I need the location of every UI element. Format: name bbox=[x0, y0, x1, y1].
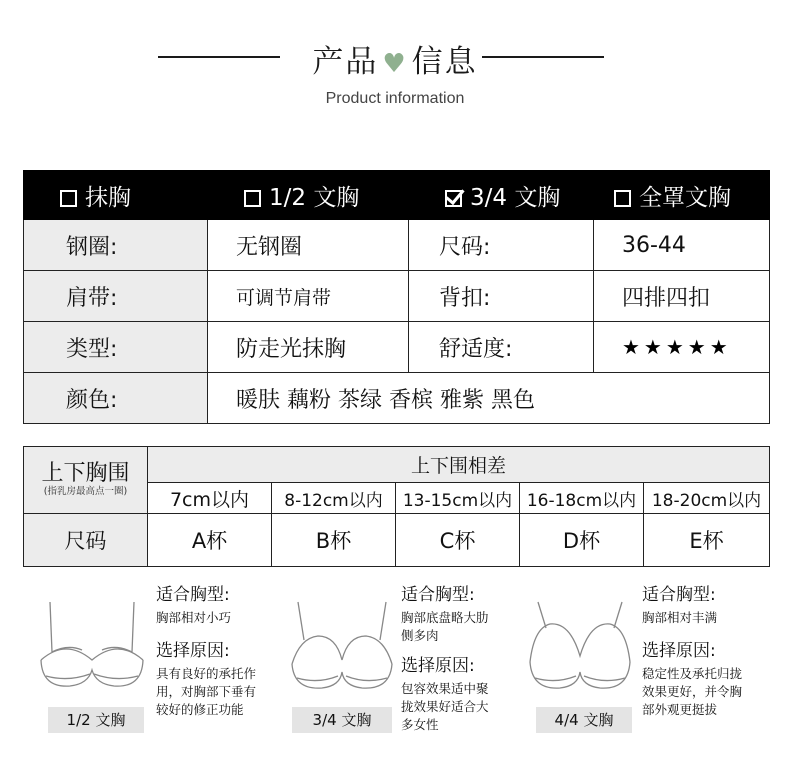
title-left: 产品 bbox=[312, 44, 379, 80]
spec-label: 尺码: bbox=[409, 220, 594, 271]
cup-type-option: 抹胸 bbox=[24, 171, 208, 220]
range-cell: 16-18cm以内 bbox=[520, 483, 644, 514]
fit-title: 适合胸型: bbox=[156, 585, 230, 605]
reason-text: 具有良好的承托作用，对胸部下垂有较好的修正功能 bbox=[156, 666, 257, 717]
bra-caption: 4/4 文胸 bbox=[536, 707, 632, 733]
diff-header: 上下围相差 bbox=[148, 447, 770, 483]
checkbox-icon bbox=[60, 190, 77, 207]
size-chart-corner bbox=[24, 447, 148, 514]
cup-cell: E杯 bbox=[644, 514, 770, 567]
spec-value: 可调节肩带 bbox=[208, 271, 409, 322]
cup-cell: B杯 bbox=[272, 514, 396, 567]
bra-caption: 3/4 文胸 bbox=[292, 707, 392, 733]
range-cell: 8-12cm以内 bbox=[272, 483, 396, 514]
three-quarter-cup-bra-illustration bbox=[288, 598, 396, 694]
header-line-left bbox=[158, 56, 280, 58]
reason-title: 选择原因: bbox=[642, 641, 716, 661]
comfort-rating bbox=[594, 322, 770, 373]
cup-row bbox=[24, 514, 770, 567]
fit-title: 适合胸型: bbox=[401, 585, 475, 605]
color-value: 暖肤 藕粉 茶绿 香槟 雅紫 黑色 bbox=[208, 373, 770, 424]
cup-cell: C杯 bbox=[396, 514, 520, 567]
spec-value: 无钢圈 bbox=[208, 220, 409, 271]
reason-text: 稳定性及承托归拢效果更好，并令胸部外观更挺拔 bbox=[642, 666, 743, 717]
star-icons: ★★★★★ bbox=[622, 334, 732, 359]
reason-title: 选择原因: bbox=[156, 641, 230, 661]
cup-type-option: 3/4 文胸 bbox=[409, 171, 594, 220]
spec-label: 背扣: bbox=[409, 271, 594, 322]
range-cell: 7cm以内 bbox=[148, 483, 272, 514]
size-chart-header bbox=[24, 447, 770, 483]
corner-main: 上下胸围 bbox=[41, 461, 130, 486]
full-cup-bra-illustration bbox=[526, 598, 634, 694]
spec-row bbox=[24, 373, 770, 424]
fit-text: 胸部相对丰满 bbox=[642, 610, 718, 625]
half-cup-bra-illustration bbox=[38, 598, 146, 694]
bra-caption: 1/2 文胸 bbox=[48, 707, 144, 733]
page-title bbox=[290, 36, 500, 81]
range-cell: 18-20cm以内 bbox=[644, 483, 770, 514]
cup-cell: D杯 bbox=[520, 514, 644, 567]
spec-label: 钢圈: bbox=[24, 220, 208, 271]
corner-note: (指乳房最高点一圈) bbox=[43, 486, 128, 497]
fit-text: 胸部底盘略大肋侧多肉 bbox=[401, 610, 489, 643]
checkbox-icon bbox=[614, 190, 631, 207]
spec-value: 36-44 bbox=[594, 220, 770, 271]
size-chart bbox=[23, 446, 770, 567]
bra-info-block bbox=[401, 584, 511, 734]
spec-label: 类型: bbox=[24, 322, 208, 373]
checkbox-checked-icon bbox=[445, 190, 462, 207]
spec-label: 肩带: bbox=[24, 271, 208, 322]
page-subtitle: Product information bbox=[325, 90, 465, 107]
spec-value: 防走光抹胸 bbox=[208, 322, 409, 373]
spec-row bbox=[24, 220, 770, 271]
bra-info-block bbox=[156, 584, 266, 719]
cup-type-row bbox=[24, 171, 770, 220]
cup-type-option: 全罩文胸 bbox=[594, 171, 770, 220]
cup-type-option: 1/2 文胸 bbox=[208, 171, 409, 220]
header-line-right bbox=[482, 56, 604, 58]
bra-info-block bbox=[642, 584, 760, 719]
spec-value: 四排四扣 bbox=[594, 271, 770, 322]
spec-table bbox=[23, 170, 770, 424]
spec-label: 舒适度: bbox=[409, 322, 594, 373]
spec-label: 颜色: bbox=[24, 373, 208, 424]
title-right: 信息 bbox=[411, 44, 478, 80]
spec-row bbox=[24, 271, 770, 322]
heart-icon: ♥ bbox=[382, 49, 408, 79]
size-label: 尺码 bbox=[24, 514, 148, 567]
fit-text: 胸部相对小巧 bbox=[156, 610, 232, 625]
checkbox-icon bbox=[244, 190, 261, 207]
cup-cell: A杯 bbox=[148, 514, 272, 567]
fit-title: 适合胸型: bbox=[642, 585, 716, 605]
reason-text: 包容效果适中聚拢效果好适合大多女性 bbox=[401, 681, 489, 732]
spec-row bbox=[24, 322, 770, 373]
reason-title: 选择原因: bbox=[401, 656, 475, 676]
range-cell: 13-15cm以内 bbox=[396, 483, 520, 514]
